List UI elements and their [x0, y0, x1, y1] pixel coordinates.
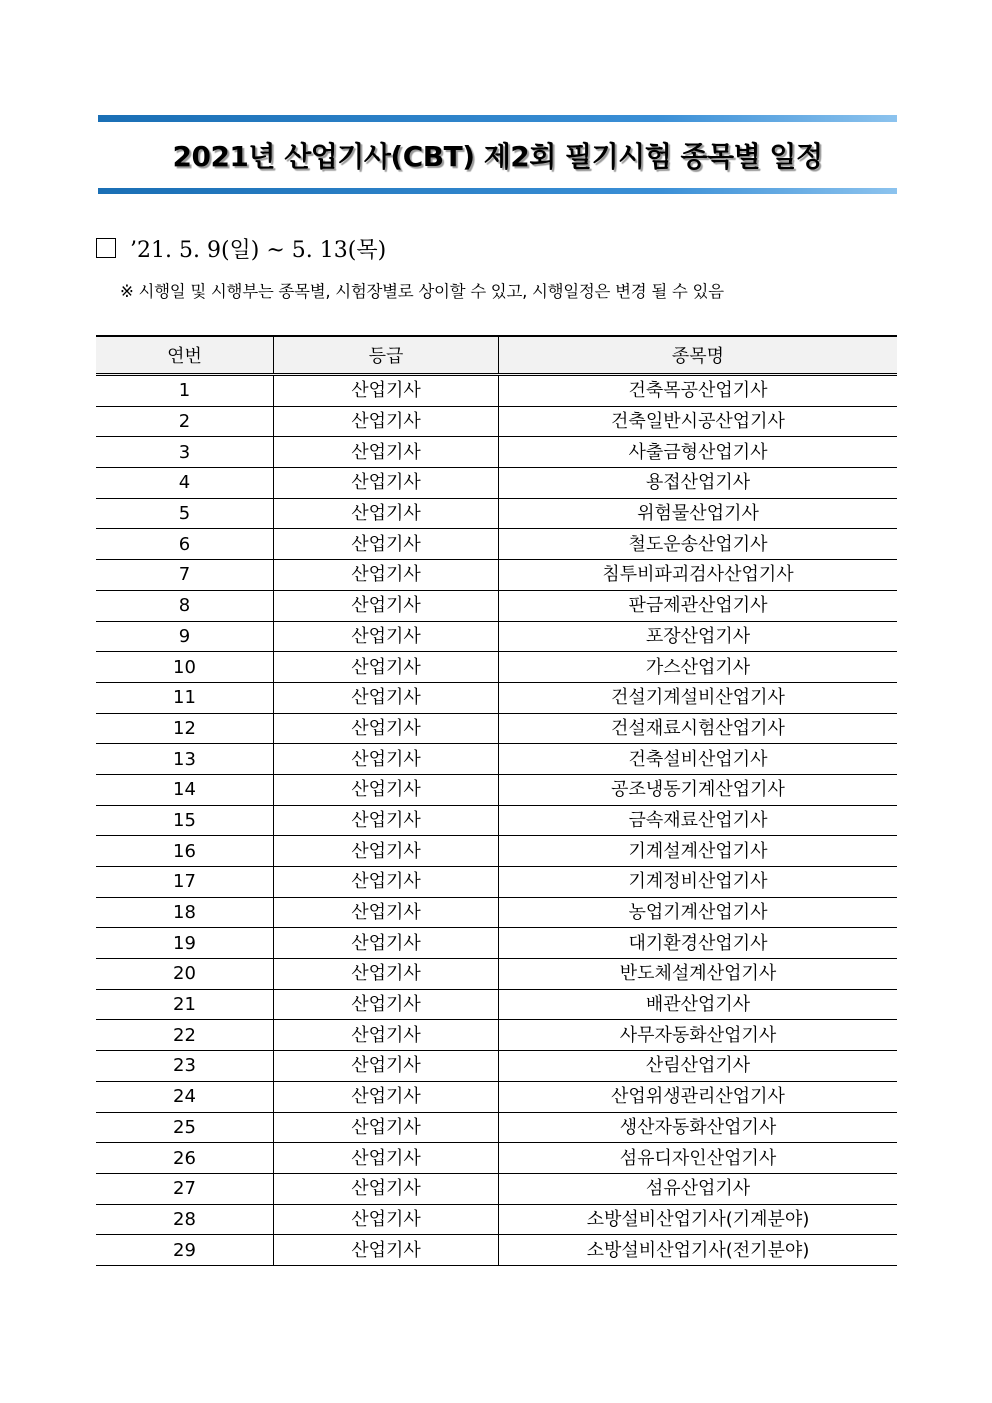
cell-number: 2: [96, 406, 274, 437]
cell-grade: 산업기사: [274, 928, 499, 959]
table-row: [96, 406, 897, 437]
title-bar-top: [98, 115, 897, 122]
table-row: [96, 867, 897, 898]
cell-subject: 판금제관산업기사: [499, 590, 898, 621]
cell-number: 11: [96, 682, 274, 713]
cell-number: 25: [96, 1112, 274, 1143]
cell-subject: 섬유디자인산업기사: [499, 1143, 898, 1174]
table-row: [96, 529, 897, 560]
table-row: [96, 1081, 897, 1112]
cell-number: 14: [96, 774, 274, 805]
table-row: [96, 437, 897, 468]
header-subject: 종목명: [499, 336, 898, 375]
table-row: [96, 1020, 897, 1051]
table-row: [96, 989, 897, 1020]
cell-grade: 산업기사: [274, 805, 499, 836]
cell-grade: 산업기사: [274, 989, 499, 1020]
cell-grade: 산업기사: [274, 1143, 499, 1174]
cell-subject: 대기환경산업기사: [499, 928, 898, 959]
date-line: [96, 232, 386, 264]
cell-grade: 산업기사: [274, 621, 499, 652]
table-row: [96, 498, 897, 529]
table-row: [96, 652, 897, 683]
cell-grade: 산업기사: [274, 1204, 499, 1235]
table-row: [96, 375, 897, 407]
table-row: [96, 959, 897, 990]
table-row: [96, 928, 897, 959]
cell-grade: 산업기사: [274, 468, 499, 499]
header-number: 연번: [96, 336, 274, 375]
schedule-note: ※ 시행일 및 시행부는 종목별, 시험장별로 상이할 수 있고, 시행일정은 변경 될 수 있음: [120, 282, 724, 301]
table-row: [96, 805, 897, 836]
header-grade: 등급: [274, 336, 499, 375]
table-row: [96, 897, 897, 928]
table-row: [96, 1051, 897, 1082]
table-row: [96, 1112, 897, 1143]
cell-subject: 침투비파괴검사산업기사: [499, 560, 898, 591]
table-row: [96, 560, 897, 591]
cell-grade: 산업기사: [274, 1081, 499, 1112]
cell-number: 3: [96, 437, 274, 468]
cell-number: 10: [96, 652, 274, 683]
cell-grade: 산업기사: [274, 1173, 499, 1204]
cell-number: 5: [96, 498, 274, 529]
cell-grade: 산업기사: [274, 744, 499, 775]
cell-subject: 농업기계산업기사: [499, 897, 898, 928]
cell-grade: 산업기사: [274, 1235, 499, 1266]
cell-subject: 건설재료시험산업기사: [499, 713, 898, 744]
cell-number: 19: [96, 928, 274, 959]
cell-subject: 건축설비산업기사: [499, 744, 898, 775]
cell-grade: 산업기사: [274, 560, 499, 591]
cell-number: 12: [96, 713, 274, 744]
cell-subject: 산업위생관리산업기사: [499, 1081, 898, 1112]
table-body: [96, 375, 897, 1266]
cell-grade: 산업기사: [274, 1020, 499, 1051]
cell-number: 22: [96, 1020, 274, 1051]
cell-subject: 공조냉동기계산업기사: [499, 774, 898, 805]
cell-subject: 산림산업기사: [499, 1051, 898, 1082]
table-row: [96, 1143, 897, 1174]
cell-number: 1: [96, 375, 274, 407]
cell-subject: 용접산업기사: [499, 468, 898, 499]
cell-subject: 기계설계산업기사: [499, 836, 898, 867]
cell-number: 28: [96, 1204, 274, 1235]
cell-number: 29: [96, 1235, 274, 1266]
table-row: [96, 1235, 897, 1266]
cell-subject: 건축일반시공산업기사: [499, 406, 898, 437]
cell-grade: 산업기사: [274, 836, 499, 867]
cell-number: 20: [96, 959, 274, 990]
cell-subject: 기계정비산업기사: [499, 867, 898, 898]
cell-number: 27: [96, 1173, 274, 1204]
cell-grade: 산업기사: [274, 867, 499, 898]
table-row: [96, 744, 897, 775]
cell-grade: 산업기사: [274, 774, 499, 805]
cell-grade: 산업기사: [274, 498, 499, 529]
cell-number: 23: [96, 1051, 274, 1082]
cell-number: 4: [96, 468, 274, 499]
cell-grade: 산업기사: [274, 375, 499, 407]
cell-grade: 산업기사: [274, 1051, 499, 1082]
cell-grade: 산업기사: [274, 529, 499, 560]
table-row: [96, 682, 897, 713]
table-row: [96, 590, 897, 621]
cell-grade: 산업기사: [274, 713, 499, 744]
schedule-table: [96, 335, 897, 1266]
table-row: [96, 1204, 897, 1235]
cell-subject: 소방설비산업기사(기계분야): [499, 1204, 898, 1235]
cell-number: 24: [96, 1081, 274, 1112]
table-row: [96, 836, 897, 867]
cell-grade: 산업기사: [274, 1112, 499, 1143]
cell-number: 8: [96, 590, 274, 621]
cell-subject: 섬유산업기사: [499, 1173, 898, 1204]
cell-subject: 사출금형산업기사: [499, 437, 898, 468]
cell-subject: 가스산업기사: [499, 652, 898, 683]
cell-grade: 산업기사: [274, 406, 499, 437]
cell-subject: 철도운송산업기사: [499, 529, 898, 560]
date-range: ’21. 5. 9(일) ~ 5. 13(목): [130, 237, 387, 263]
cell-number: 21: [96, 989, 274, 1020]
table-row: [96, 774, 897, 805]
cell-number: 13: [96, 744, 274, 775]
page-title: 2021년 산업기사(CBT) 제2회 필기시험 종목별 일정: [172, 140, 823, 173]
checkbox-icon: [96, 238, 116, 258]
cell-number: 9: [96, 621, 274, 652]
cell-number: 18: [96, 897, 274, 928]
cell-number: 26: [96, 1143, 274, 1174]
cell-subject: 금속재료산업기사: [499, 805, 898, 836]
cell-number: 6: [96, 529, 274, 560]
cell-number: 17: [96, 867, 274, 898]
cell-subject: 반도체설계산업기사: [499, 959, 898, 990]
cell-number: 15: [96, 805, 274, 836]
cell-subject: 생산자동화산업기사: [499, 1112, 898, 1143]
cell-grade: 산업기사: [274, 897, 499, 928]
cell-subject: 위험물산업기사: [499, 498, 898, 529]
cell-number: 16: [96, 836, 274, 867]
cell-grade: 산업기사: [274, 652, 499, 683]
title-bar-bottom: [98, 188, 897, 194]
cell-subject: 건설기계설비산업기사: [499, 682, 898, 713]
cell-subject: 소방설비산업기사(전기분야): [499, 1235, 898, 1266]
cell-number: 7: [96, 560, 274, 591]
cell-subject: 사무자동화산업기사: [499, 1020, 898, 1051]
table-row: [96, 1173, 897, 1204]
table-row: [96, 621, 897, 652]
cell-grade: 산업기사: [274, 682, 499, 713]
cell-subject: 배관산업기사: [499, 989, 898, 1020]
cell-subject: 건축목공산업기사: [499, 375, 898, 407]
cell-grade: 산업기사: [274, 590, 499, 621]
table-row: [96, 468, 897, 499]
cell-grade: 산업기사: [274, 437, 499, 468]
cell-subject: 포장산업기사: [499, 621, 898, 652]
table-header-row: [96, 336, 897, 375]
table-row: [96, 713, 897, 744]
cell-grade: 산업기사: [274, 959, 499, 990]
